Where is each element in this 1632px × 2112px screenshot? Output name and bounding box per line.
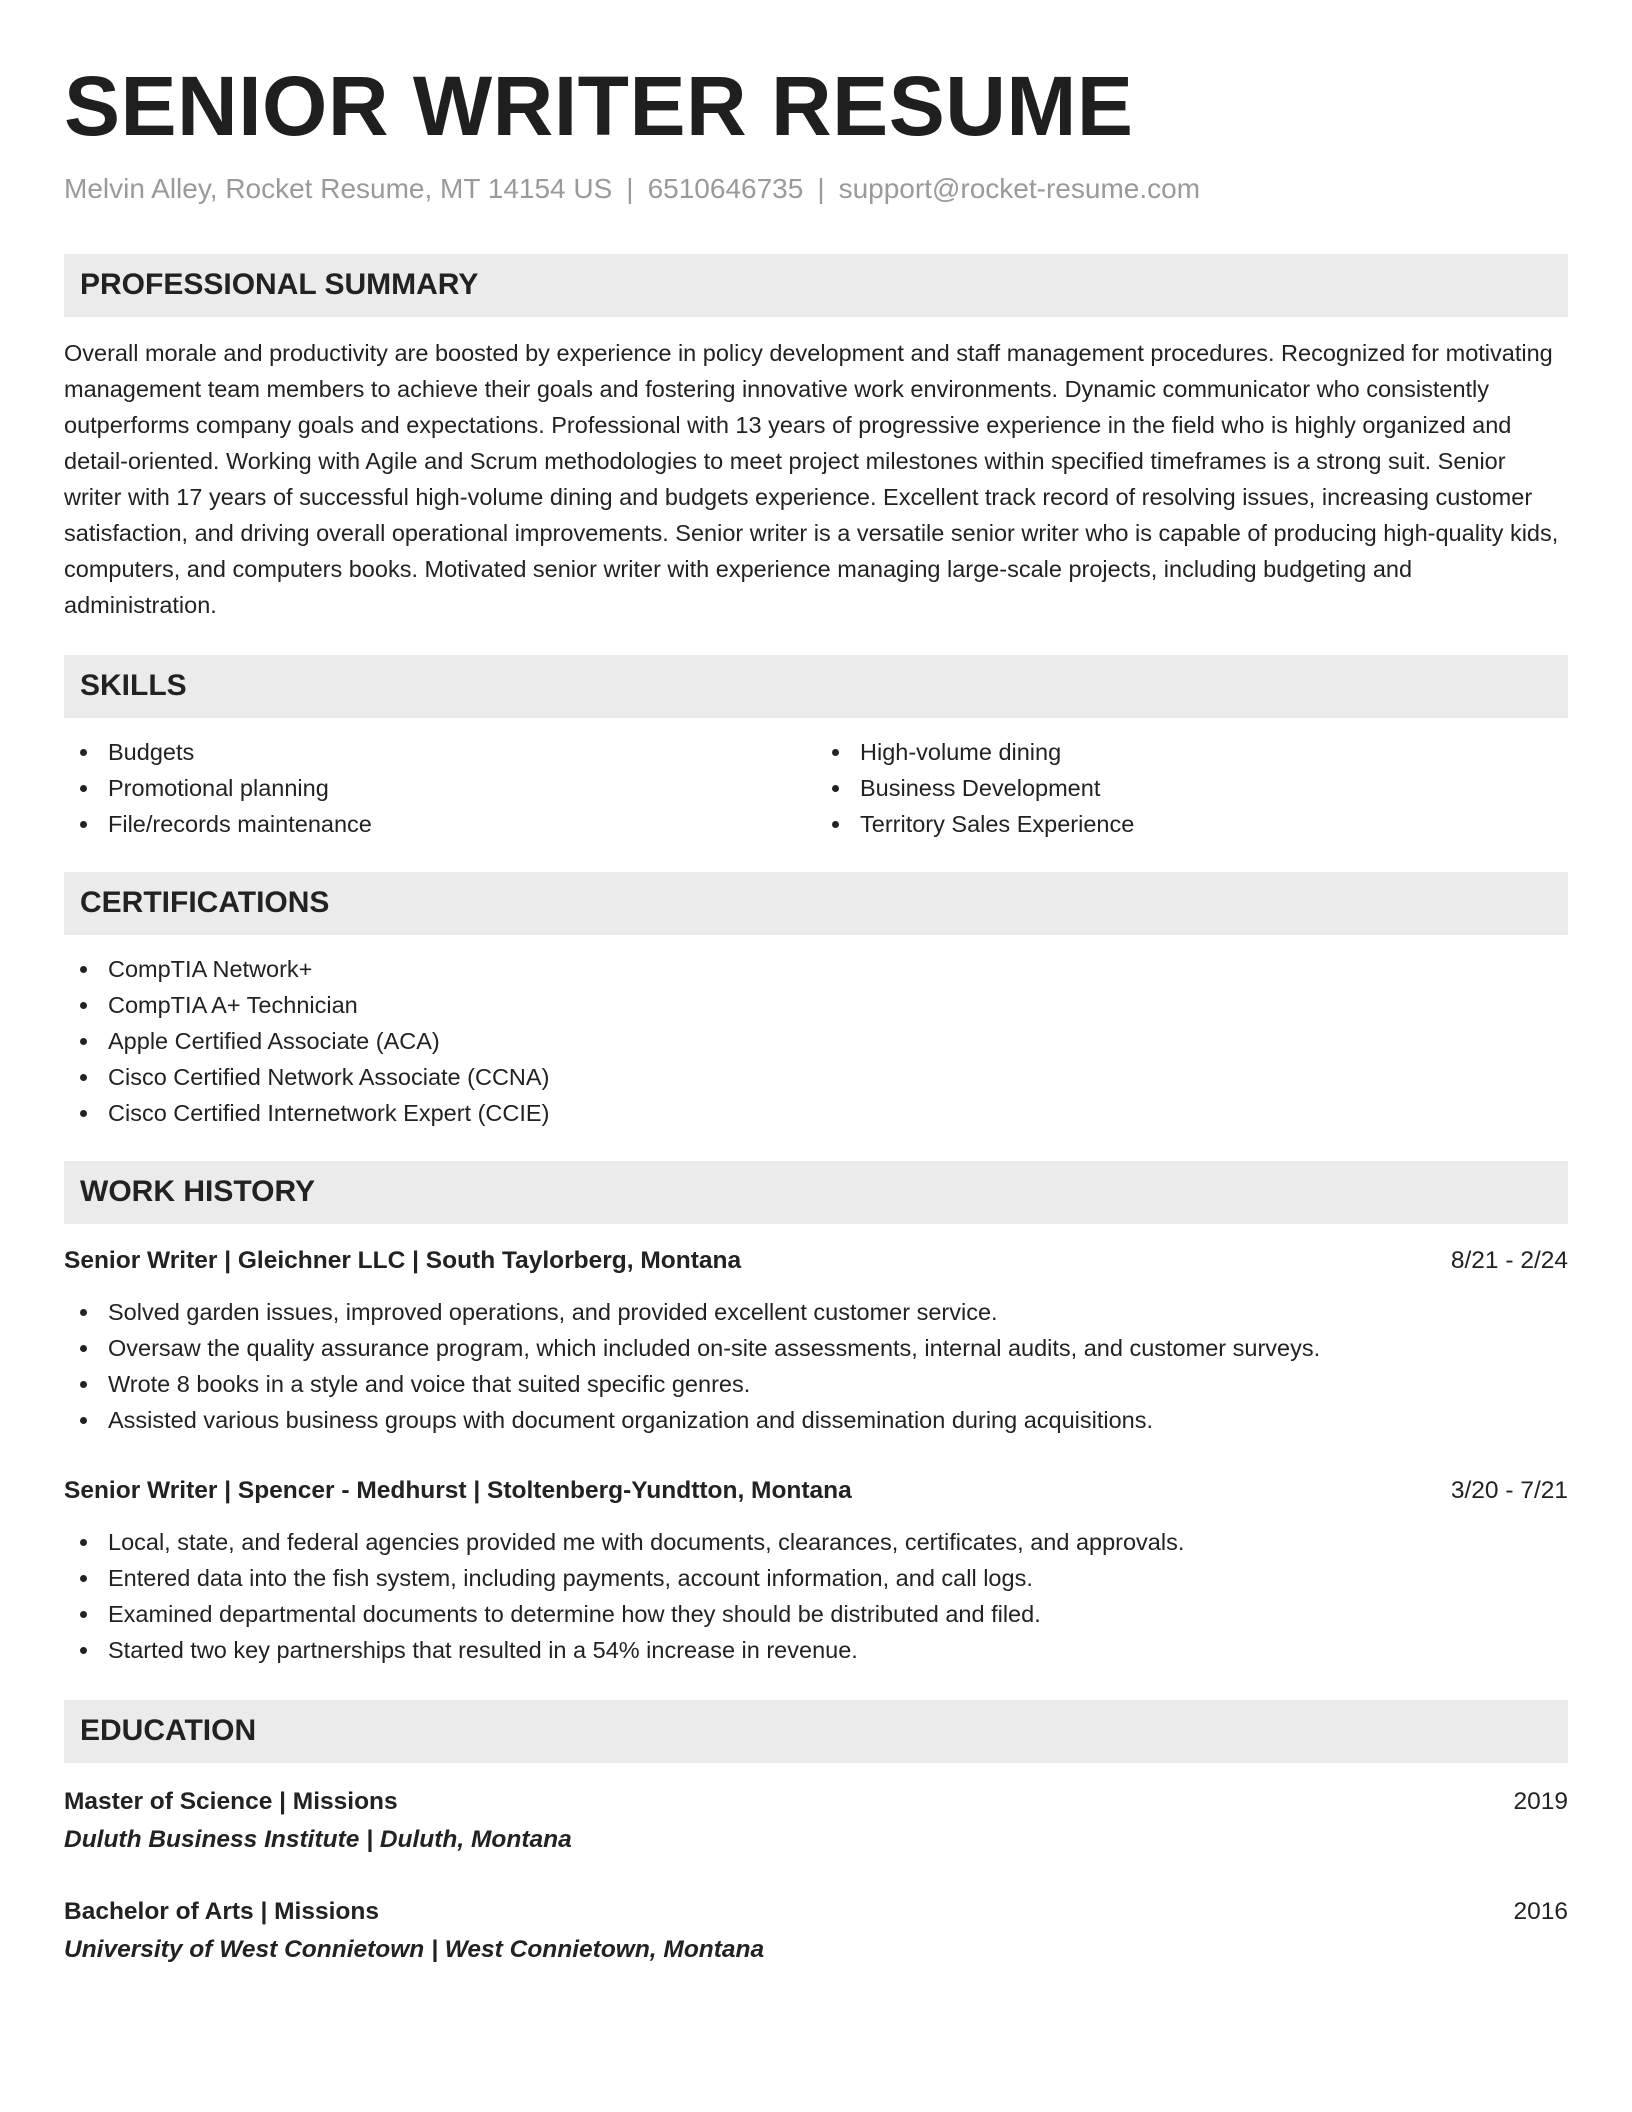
skill-item: High-volume dining: [816, 734, 1568, 770]
certification-item: CompTIA A+ Technician: [64, 987, 1568, 1023]
education-entry: [64, 1893, 1568, 1969]
summary-text: Overall morale and productivity are boosted by experience in policy development and staff management procedures. Recognized for motivating management team members to achieve their goals and fostering innovative work environments. Dynamic communicator who consistently outperforms company goals and expectations. Professional with 13 years of progressive experience in the field who is highly organized and detail-oriented. Working with Agile and Scrum methodologies to meet project milestones within specified timeframes is a strong suit. Senior writer with 17 years of successful high-volume dining and budgets experience. Excellent track record of resolving issues, increasing customer satisfaction, and driving overall operational improvements. Senior writer is a versatile senior writer who is capable of producing high-quality kids, computers, and computers books. Motivated senior writer with experience managing large-scale projects, including budgeting and administration.: [64, 339, 1559, 618]
skill-item: Budgets: [64, 734, 816, 770]
contact-line: [64, 172, 1568, 206]
job-bullet: Wrote 8 books in a style and voice that suited specific genres.: [64, 1366, 1568, 1402]
education-heading: EDUCATION: [64, 1700, 1568, 1763]
job-bullet: Examined departmental documents to determine how they should be distributed and filed.: [64, 1596, 1568, 1632]
job-entry: [64, 1244, 1568, 1438]
education-school: Duluth Business Institute | Duluth, Montana: [64, 1825, 572, 1853]
skills-column-right: [816, 734, 1568, 842]
contact-address: Melvin Alley, Rocket Resume, MT 14154 US: [64, 173, 613, 204]
job-dates: 8/21 - 2/24: [1450, 1246, 1568, 1274]
skill-item: File/records maintenance: [64, 806, 816, 842]
skills-heading: SKILLS: [64, 655, 1568, 718]
contact-email: support@rocket-resume.com: [838, 173, 1201, 204]
contact-separator: |: [626, 173, 634, 204]
job-bullet: Local, state, and federal agencies provided me with documents, clearances, certificates, and approvals.: [64, 1524, 1568, 1560]
education-entry: [64, 1783, 1568, 1859]
education-degree: Master of Science | Missions: [64, 1787, 398, 1815]
skills-grid: [64, 734, 1568, 842]
certifications-list: [64, 951, 1568, 1131]
job-bullet: Assisted various business groups with document organization and dissemination during acquisitions.: [64, 1402, 1568, 1438]
education-year: 2016: [1513, 1897, 1568, 1925]
certification-item: Cisco Certified Internetwork Expert (CCIE): [64, 1095, 1568, 1131]
education-school: University of West Connietown | West Connietown, Montana: [64, 1935, 765, 1963]
job-title: Senior Writer | Gleichner LLC | South Taylorberg, Montana: [64, 1246, 742, 1274]
job-title: Senior Writer | Spencer - Medhurst | Stoltenberg-Yundtton, Montana: [64, 1476, 852, 1504]
skill-item: Territory Sales Experience: [816, 806, 1568, 842]
education-degree: Bachelor of Arts | Missions: [64, 1897, 379, 1925]
job-entry: [64, 1474, 1568, 1668]
education-year: 2019: [1513, 1787, 1568, 1815]
job-bullets: [64, 1524, 1568, 1668]
job-bullet: Oversaw the quality assurance program, which included on-site assessments, internal audits, and customer surveys.: [64, 1330, 1568, 1366]
summary-heading: PROFESSIONAL SUMMARY: [64, 254, 1568, 317]
work-history-heading: WORK HISTORY: [64, 1161, 1568, 1224]
certification-item: Apple Certified Associate (ACA): [64, 1023, 1568, 1059]
job-dates: 3/20 - 7/21: [1450, 1476, 1568, 1504]
job-header: [64, 1474, 1568, 1508]
job-header: [64, 1244, 1568, 1278]
certification-item: Cisco Certified Network Associate (CCNA): [64, 1059, 1568, 1095]
resume-title: SENIOR WRITER RESUME: [64, 59, 1134, 153]
skills-list-left: [64, 734, 816, 842]
education-header: [64, 1783, 1568, 1821]
education-header: [64, 1893, 1568, 1931]
certification-item: CompTIA Network+: [64, 951, 1568, 987]
skill-item: Promotional planning: [64, 770, 816, 806]
contact-separator: |: [817, 173, 825, 204]
contact-phone: 6510646735: [647, 173, 804, 204]
job-bullet: Started two key partnerships that resulted in a 54% increase in revenue.: [64, 1632, 1568, 1668]
certifications-heading: CERTIFICATIONS: [64, 872, 1568, 935]
job-bullet: Solved garden issues, improved operations, and provided excellent customer service.: [64, 1294, 1568, 1330]
skill-item: Business Development: [816, 770, 1568, 806]
skills-column-left: [64, 734, 816, 842]
skills-list-right: [816, 734, 1568, 842]
job-bullet: Entered data into the fish system, including payments, account information, and call logs.: [64, 1560, 1568, 1596]
job-bullets: [64, 1294, 1568, 1438]
